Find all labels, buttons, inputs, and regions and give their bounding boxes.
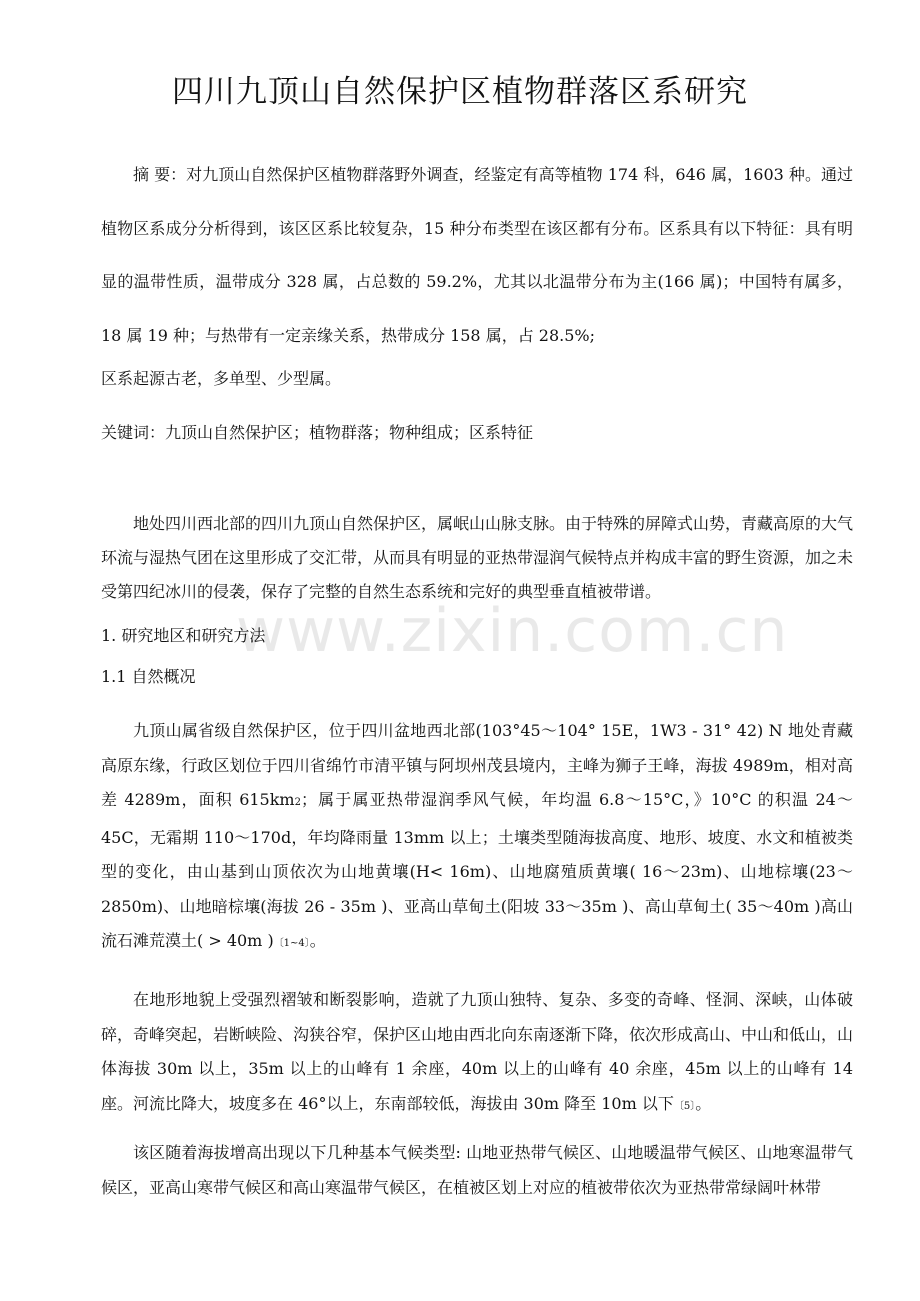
citation: 〔5〕 <box>673 1100 696 1112</box>
abstract-paragraph: 摘 要：对九顶山自然保护区植物群落野外调查，经鉴定有高等植物 174 科，646 属，1603 种。通过植物区系成分分析得到，该区区系比较复杂，15 种分布类型在该区都有分布。区系具有以下特征：具有明显的温带性质，温带成分 328 属，占总数的 59.2%，尤其以北温带分布为主(166 属)；中国特有属多，18 属 19 种；与热带有一定亲缘关系，热带成分 158 属，占 28.5%; <box>101 165 853 345</box>
section-heading-1-1: 1.1 自然概况 <box>101 667 196 686</box>
paragraph-end: 。 <box>695 1093 712 1113</box>
paragraph-text: 在地形地貌上受强烈褶皱和断裂影响，造就了九顶山独特、复杂、多变的奇峰、怪洞、深峡，山体破碎，奇峰突起，岩断峡险、沟狭谷窄，保护区山地由西北向东南逐渐下降，依次形成高山、中山和低山，山体海拔 30m 以上，35m 以上的山峰有 1 余座，40m 以上的山峰有 40 余座，45m 以上的山峰有 14 座。河流比降大，坡度多在 46°以上，东南部较低，海拔由 30m 降至 10m 以下 <box>101 990 854 1113</box>
superscript-2: 2 <box>294 797 301 808</box>
body-paragraph-climate: 该区随着海拔增高出现以下几种基本气候类型: 山地亚热带气候区、山地暖温带气候区、山地寒温带气候区，亚高山寒带气候区和高山寒温带气候区，在植被区划上对应的植被带依次为亚热带常绿阔叶林带 <box>101 1143 853 1197</box>
citation: 〔1~4〕 <box>273 938 310 949</box>
body-paragraph-location <box>101 714 853 962</box>
paragraph-text-a: 九顶山属省级自然保护区，位于四川盆地西北部(103°45～104° 15E，1W3 - 31° 42) N 地处青藏高原东缘，行政区划位于四川省绵竹市清平镇与阿坝州茂县境内，主峰为狮子王峰，海拔 4989m，相对高差 4289m，面积 615km <box>101 721 853 809</box>
section-heading-1: 1. 研究地区和研究方法 <box>101 626 266 645</box>
body-paragraph-terrain <box>101 983 853 1124</box>
intro-paragraph: 地处四川西北部的四川九顶山自然保护区，属岷山山脉支脉。由于特殊的屏障式山势，青藏高原的大气环流与湿热气团在这里形成了交汇带，从而具有明显的亚热带湿润气候特点并构成丰富的野生资源，加之未受第四纪冰川的侵袭，保存了完整的自然生态系统和完好的典型垂直植被带谱。 <box>101 514 854 601</box>
paragraph-end: 。 <box>309 931 326 950</box>
page-title: 四川九顶山自然保护区植物群落区系研究 <box>172 74 748 110</box>
watermark: www.zixin.com.cn <box>236 596 789 666</box>
keywords: 关键词：九顶山自然保护区；植物群落；物种组成；区系特征 <box>101 423 534 442</box>
abstract-conclusion: 区系起源古老，多单型、少型属。 <box>101 369 342 388</box>
paragraph-text-b: ；属于属亚热带湿润季风气候，年均温 6.8～15°C，》10°C 的积温 24～45C，无霜期 110～170d，年均降雨量 13mm 以上；土壤类型随海拔高度、地形、坡度、水文和植被类型的变化，由山基到山顶依次为山地黄壤(H< 16m)、山地腐殖质黄壤( 16～23m)、山地棕壤(23～2850m)、山地暗棕壤(海拔 26 - 35m )、亚高山草甸土(阳坡 33～35m )、高山草甸土( 35～40m )高山流石滩荒漠土( > 40m ) <box>101 790 853 950</box>
